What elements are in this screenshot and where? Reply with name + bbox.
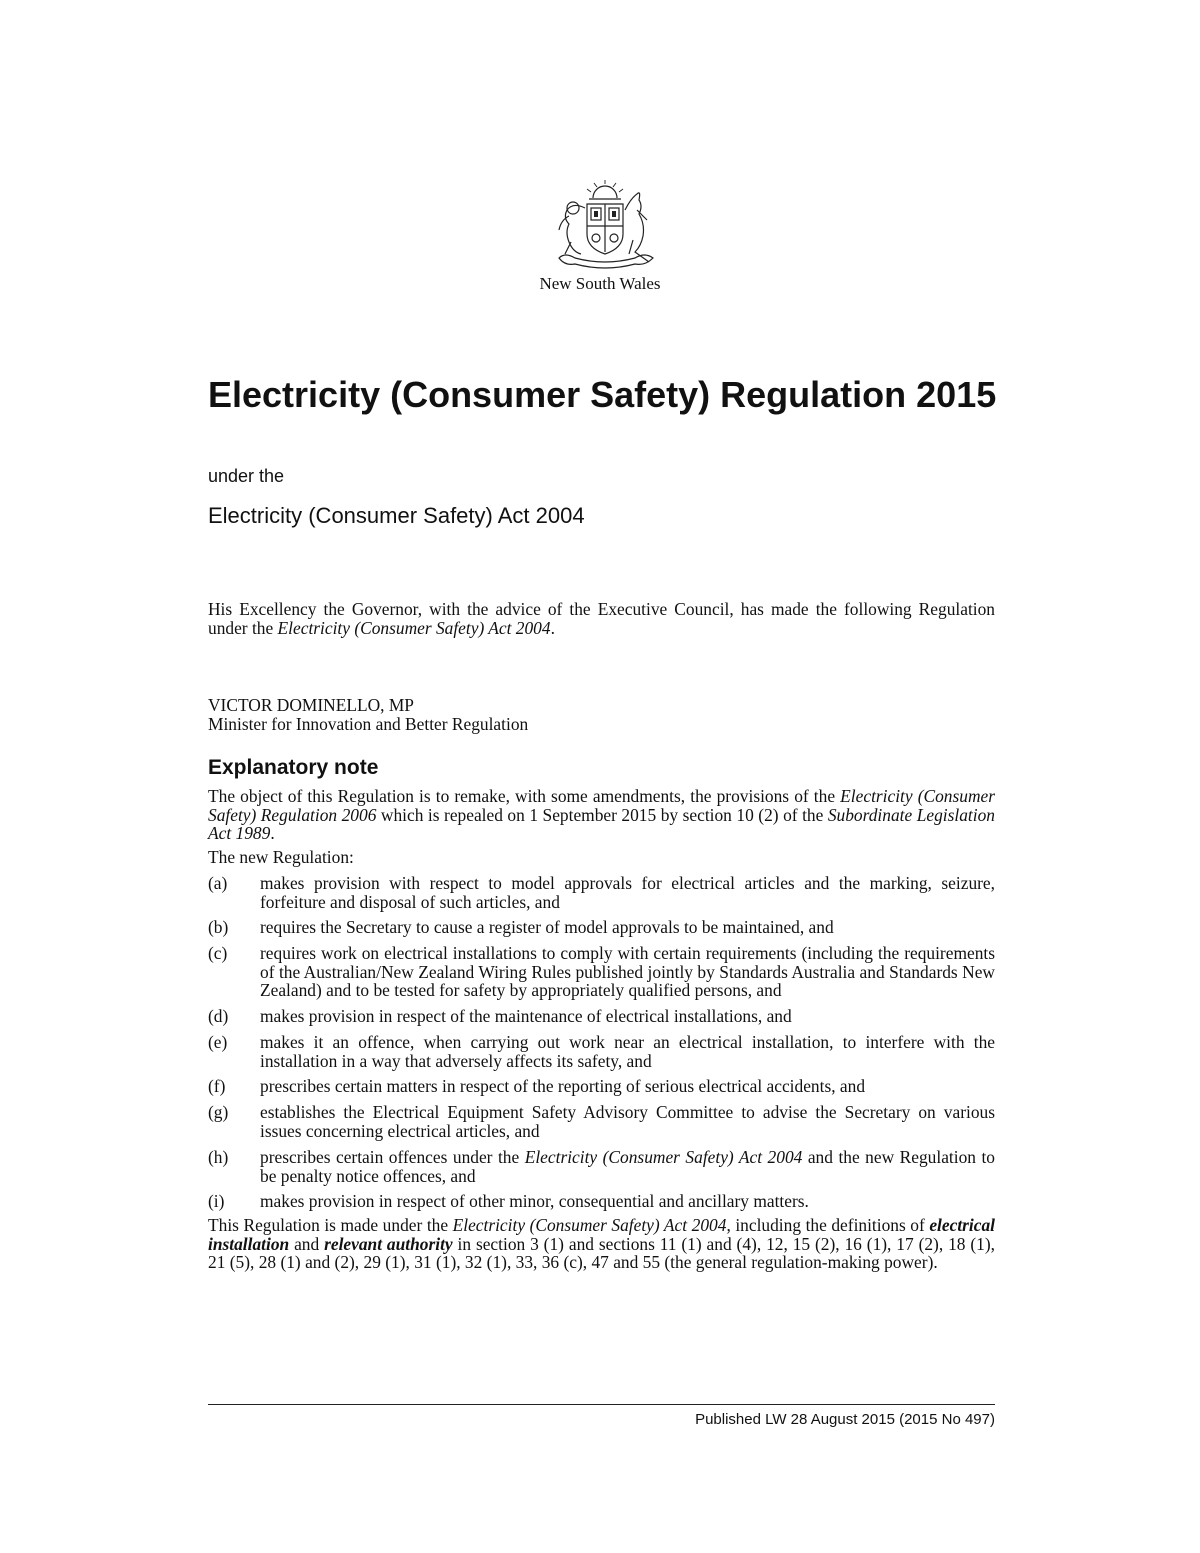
closing-act: Electricity (Consumer Safety) Act 2004 xyxy=(452,1215,727,1235)
list-item-label: (f) xyxy=(208,1076,226,1096)
closing-text-1: This Regulation is made under the xyxy=(208,1215,453,1235)
definition-electrical-installation: electrical installation xyxy=(208,1215,995,1254)
list-item-text: makes provision with respect to model approvals for electrical articles and the marking, seizure, forfeiture and disposal of such articles, and xyxy=(260,873,995,912)
publication-footer: Published LW 28 August 2015 (2015 No 497) xyxy=(695,1411,995,1428)
preamble-text: His Excellency the Governor, with the advice of the Executive Council, has made the following Regulation under the xyxy=(208,599,995,638)
closing-text-4: in section 3 (1) and sections 11 (1) and (4), 12, 15 (2), 16 (1), 17 (2), 18 (1), 21 (5), 28 (1) and (2), 29 (1), 31 (1), 32 (1), 33, 36 (c), 47 and 55 (the general regulation-making power). xyxy=(208,1233,995,1272)
footer-divider xyxy=(208,1404,995,1405)
intro-text-1: The object of this Regulation is to remake, with some amendments, the provisions of the xyxy=(208,786,841,806)
list-item-text: prescribes certain matters in respect of the reporting of serious electrical accidents, and xyxy=(260,1076,866,1096)
list-item-label: (i) xyxy=(208,1191,225,1211)
list-item-label: (h) xyxy=(208,1147,229,1167)
intro-text-2: which is repealed on 1 September 2015 by section 10 (2) of the xyxy=(376,804,828,825)
minister-role: Minister for Innovation and Better Regulation xyxy=(208,713,529,734)
list-item-text: makes provision in respect of other minor, consequential and ancillary matters. xyxy=(260,1191,809,1211)
page-title: Electricity (Consumer Safety) Regulation 2015 xyxy=(208,374,997,415)
item-h-post: and the new Regulation to be penalty notice offences, and xyxy=(260,1147,995,1186)
new-regulation-label: The new Regulation: xyxy=(208,847,354,867)
item-h-pre: prescribes certain offences under the xyxy=(260,1147,525,1167)
closing-text-2: , including the definitions of xyxy=(726,1215,930,1235)
under-the-label: under the xyxy=(208,466,285,486)
list-item-text: requires work on electrical installations to comply with certain requirements (including the requirements of the Australian/New Zealand Wiring Rules published jointly by Standards Australia and Standards New Zealand) and to be tested for safety by appropriately qualified persons, and xyxy=(260,943,995,1000)
intro-text-3: . xyxy=(270,823,275,843)
preamble-end: . xyxy=(550,617,555,638)
list-item-label: (b) xyxy=(208,917,229,937)
explanatory-closing xyxy=(208,1216,995,1272)
list-item-label: (d) xyxy=(208,1006,229,1026)
closing-text-3: and xyxy=(289,1233,325,1254)
list-item-text: establishes the Electrical Equipment Safety Advisory Committee to advise the Secretary on various issues concerning electrical articles, and xyxy=(260,1102,995,1141)
list-item-text xyxy=(260,1148,995,1185)
list-item-label: (e) xyxy=(208,1032,228,1052)
list-item-label: (g) xyxy=(208,1102,229,1122)
explanatory-note-heading: Explanatory note xyxy=(208,756,379,779)
list-item-text: makes it an offence, when carrying out work near an electrical installation, to interfere with the installation in a way that adversely affects its safety, and xyxy=(260,1032,995,1071)
jurisdiction-label: New South Wales xyxy=(539,274,661,293)
list-item-text: makes provision in respect of the maintenance of electrical installations, and xyxy=(260,1006,792,1026)
item-h-act: Electricity (Consumer Safety) Act 2004 xyxy=(524,1147,803,1167)
list-item-text: requires the Secretary to cause a register of model approvals to be maintained, and xyxy=(260,917,834,937)
minister-block xyxy=(208,696,995,733)
preamble-act: Electricity (Consumer Safety) Act 2004 xyxy=(277,617,551,638)
nsw-coat-of-arms-icon xyxy=(545,180,665,272)
preamble xyxy=(208,600,995,637)
definition-relevant-authority: relevant authority xyxy=(324,1233,453,1254)
list-item-label: (a) xyxy=(208,873,228,893)
explanatory-intro xyxy=(208,787,995,843)
minister-name: VICTOR DOMINELLO, MP xyxy=(208,695,414,715)
intro-act: Subordinate Legislation Act 1989 xyxy=(208,804,995,843)
parent-act-name: Electricity (Consumer Safety) Act 2004 xyxy=(208,503,585,528)
intro-regulation: Electricity (Consumer Safety) Regulation 2006 xyxy=(208,786,996,825)
list-item-label: (c) xyxy=(208,943,228,963)
